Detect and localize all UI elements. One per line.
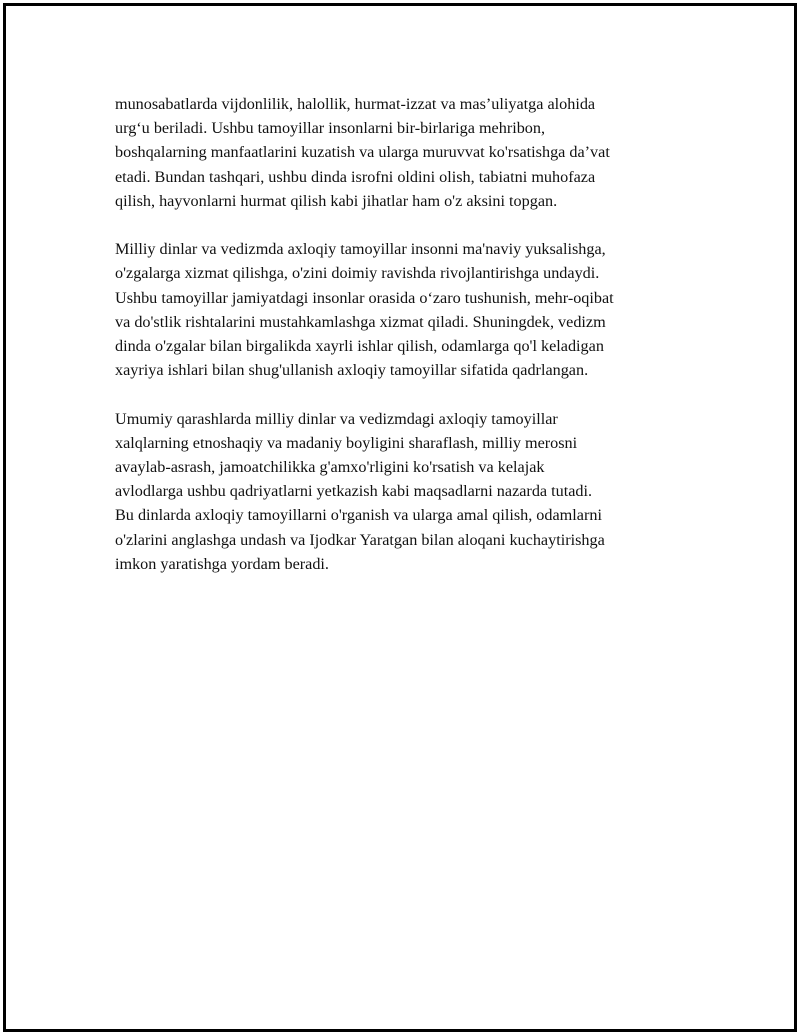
text-line: va do'stlik rishtalarini mustahkamlashga xizmat qiladi. Shuningdek, vedizm (115, 312, 606, 331)
text-line: xalqlarning etnoshaqiy va madaniy boyligini sharaflash, milliy merosni (115, 433, 578, 452)
text-line: boshqalarning manfaatlarini kuzatish va ularga muruvvat ko'rsatishga da’vat (115, 143, 610, 162)
text-line: avlodlarga ushbu qadriyatlarni yetkazish kabi maqsadlarni nazarda tutadi. (115, 482, 593, 501)
text-line: imkon yaratishga yordam beradi. (115, 554, 329, 573)
text-line: xayriya ishlari bilan shug'ullanish axloqiy tamoyillar sifatida qadrlangan. (115, 361, 589, 380)
text-line: Umumiy qarashlarda milliy dinlar va vedizmdagi axloqiy tamoyillar (115, 409, 558, 428)
text-line: dinda o'zgalar bilan birgalikda xayrli ishlar qilish, odamlarga qo'l keladigan (115, 337, 604, 356)
paragraph-3 (115, 407, 705, 576)
paragraph-1 (115, 92, 705, 213)
text-line: Ushbu tamoyillar jamiyatdagi insonlar orasida o‘zaro tushunish, mehr-oqibat (115, 288, 614, 307)
document-body (115, 92, 705, 600)
text-line: avaylab-asrash, jamoatchilikka g'amxo'rligini ko'rsatish va kelajak (115, 458, 545, 477)
text-line: urg‘u beriladi. Ushbu tamoyillar insonlarni bir-birlariga mehribon, (115, 119, 546, 138)
text-line: etadi. Bundan tashqari, ushbu dinda isrofni oldini olish, tabiatni muhofaza (115, 167, 596, 186)
text-line: Milliy dinlar va vedizmda axloqiy tamoyillar insonni ma'naviy yuksalishga, (115, 240, 606, 259)
text-line: Bu dinlarda axloqiy tamoyillarni o'rganish va ularga amal qilish, odamlarni (115, 506, 602, 525)
text-line: qilish, hayvonlarni hurmat qilish kabi jihatlar ham o'z aksini topgan. (115, 191, 558, 210)
text-line: o'zgalarga xizmat qilishga, o'zini doimiy ravishda rivojlantirishga undaydi. (115, 264, 600, 283)
paragraph-2 (115, 237, 705, 382)
text-line: o'zlarini anglashga undash va Ijodkar Yaratgan bilan aloqani kuchaytirishga (115, 530, 605, 549)
text-line: munosabatlarda vijdonlilik, halollik, hurmat-izzat va mas’uliyatga alohida (115, 95, 596, 113)
